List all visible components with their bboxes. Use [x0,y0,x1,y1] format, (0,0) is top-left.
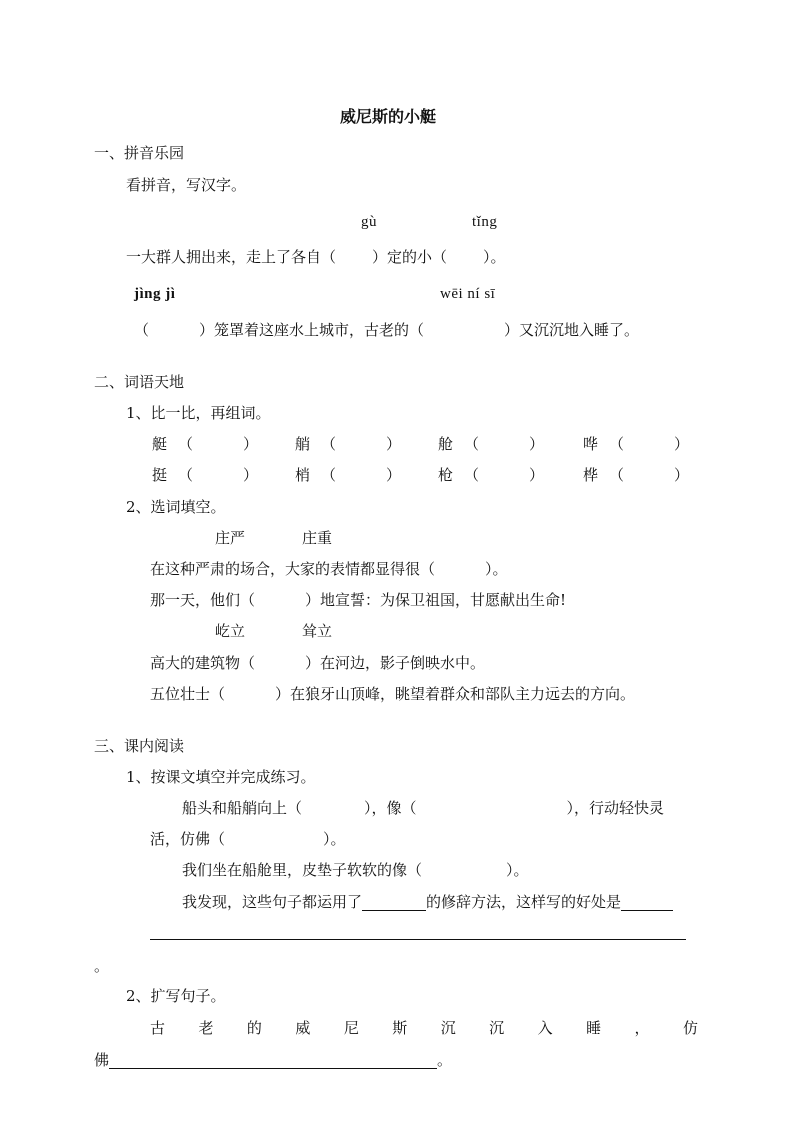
word-choice-zhuangzhong: 庄重 [302,529,333,547]
compare-paren-close: ） [386,435,402,453]
fill-sentence-4 [150,684,635,704]
reading-line-2-a: 活，仿佛（ [150,830,226,848]
compare-row2-char2: 梢 [295,466,311,484]
expand-line-2-start: 佛 [94,1051,110,1069]
fill-sentence-4-a: 五位壮士（ [150,685,226,703]
underline-expand[interactable] [109,1052,437,1069]
fill-sentence-1-a: 在这种严肃的场合，大家的表情都显得很（ [150,560,436,578]
sentence-2 [134,320,639,340]
sentence-1-part2: ）定的小（ [372,248,448,266]
compare-paren-close: ） [529,435,545,453]
pinyin-gu: gù [361,214,377,230]
compare-paren-open: （ [321,435,337,453]
expand-line-2 [94,1050,452,1070]
answer-end-mark: 。 [94,957,110,975]
section1-instruction: 看拼音，写汉字。 [126,176,247,194]
compare-paren-open: （ [464,466,480,484]
page-title: 威尼斯的小艇 [340,107,437,126]
compare-row1-char4: 哗 [583,435,599,453]
section3-q1: 1、按课文填空并完成练习。 [126,768,316,786]
sentence-1-part3: ）。 [483,248,506,266]
compare-paren-open: （ [609,466,625,484]
compare-paren-open: （ [178,435,194,453]
compare-paren-close: ） [674,435,690,453]
section2-q2: 2、选词填空。 [126,498,226,516]
compare-paren-close: ） [243,435,259,453]
reading-line-1-a: 船头和船艄向上（ [182,799,303,817]
compare-paren-close: ） [386,466,402,484]
compare-row1-char3: 舱 [438,435,454,453]
expand-line-2-end: 。 [437,1051,453,1069]
compare-paren-close: ） [674,466,690,484]
expand-char: 的 [246,1019,262,1037]
compare-row2-char1: 挺 [152,466,168,484]
reading-line-4-b: 的修辞方法，这样写的好处是 [426,893,622,911]
fill-sentence-1 [150,559,508,579]
fill-sentence-3 [150,653,485,673]
compare-paren-open: （ [609,435,625,453]
reading-line-4 [182,892,673,912]
expand-char: ， [634,1019,650,1037]
fill-sentence-2-b: ）地宣誓：为保卫祖国，甘愿献出生命! [305,591,567,609]
fill-sentence-3-b: ）在河边，影子倒映水中。 [305,654,486,672]
expand-char: 仿 [682,1019,698,1037]
reading-line-4-a: 我发现，这些句子都运用了 [182,893,363,911]
sentence-1-part1: 一大群人拥出来，走上了各自（ [126,248,337,266]
section3-q2: 2、扩写句子。 [126,987,226,1005]
word-choice-yili: 屹立 [215,622,246,640]
sentence-2-part1: （ [134,321,150,339]
reading-line-3-b: ）。 [506,861,529,879]
underline-benefit[interactable] [621,894,673,911]
sentence-2-part2: ）笼罩着这座水上城市，古老的（ [199,321,425,339]
reading-line-3-a: 我们坐在船舱里，皮垫子软软的像（ [182,861,423,879]
fill-sentence-3-a: 高大的建筑物（ [150,654,256,672]
pinyin-weinisi: wēi ní sī [440,286,496,302]
sentence-1 [126,247,506,267]
underline-rhetoric[interactable] [362,894,426,911]
expand-char: 老 [198,1019,214,1037]
compare-row2-char3: 枪 [438,466,454,484]
pinyin-ting: tǐng [472,214,498,230]
expand-char: 入 [537,1019,553,1037]
fill-sentence-2-a: 那一天，他们（ [150,591,256,609]
fill-sentence-4-b: ）在狼牙山顶峰，眺望着群众和部队主力远去的方向。 [275,685,636,703]
compare-paren-close: ） [529,466,545,484]
reading-line-1 [182,798,664,818]
compare-row2-char4: 桦 [583,466,599,484]
compare-paren-open: （ [178,466,194,484]
pinyin-jingji: jìng jì [134,286,176,302]
compare-row1-char2: 艄 [295,435,311,453]
expand-char: 沉 [440,1019,456,1037]
section1-heading: 一、拼音乐园 [94,144,185,162]
word-choice-zhuangyan: 庄严 [215,529,246,547]
compare-paren-open: （ [321,466,337,484]
reading-line-2 [150,829,346,849]
expand-char: 威 [295,1019,311,1037]
expand-char: 斯 [392,1019,408,1037]
answer-line[interactable] [150,939,686,940]
word-choice-songli: 耸立 [302,622,333,640]
expand-char: 古 [150,1019,166,1037]
compare-paren-open: （ [464,435,480,453]
expand-char: 睡 [586,1019,602,1037]
compare-paren-close: ） [243,466,259,484]
compare-row1-char1: 艇 [152,435,168,453]
fill-sentence-2 [150,590,566,610]
reading-line-2-b: ）。 [323,830,346,848]
reading-line-3 [182,860,529,880]
section2-heading: 二、词语天地 [94,373,185,391]
expand-char: 沉 [489,1019,505,1037]
section2-q1: 1、比一比，再组词。 [126,404,271,422]
section3-heading: 三、课内阅读 [94,737,185,755]
expand-char: 尼 [343,1019,359,1037]
reading-line-1-c: ），行动轻快灵 [566,799,665,817]
expand-sentence [150,1018,698,1038]
fill-sentence-1-b: ）。 [485,560,508,578]
sentence-2-part3: ）又沉沉地入睡了。 [504,321,640,339]
reading-line-1-b: ），像（ [364,799,417,817]
